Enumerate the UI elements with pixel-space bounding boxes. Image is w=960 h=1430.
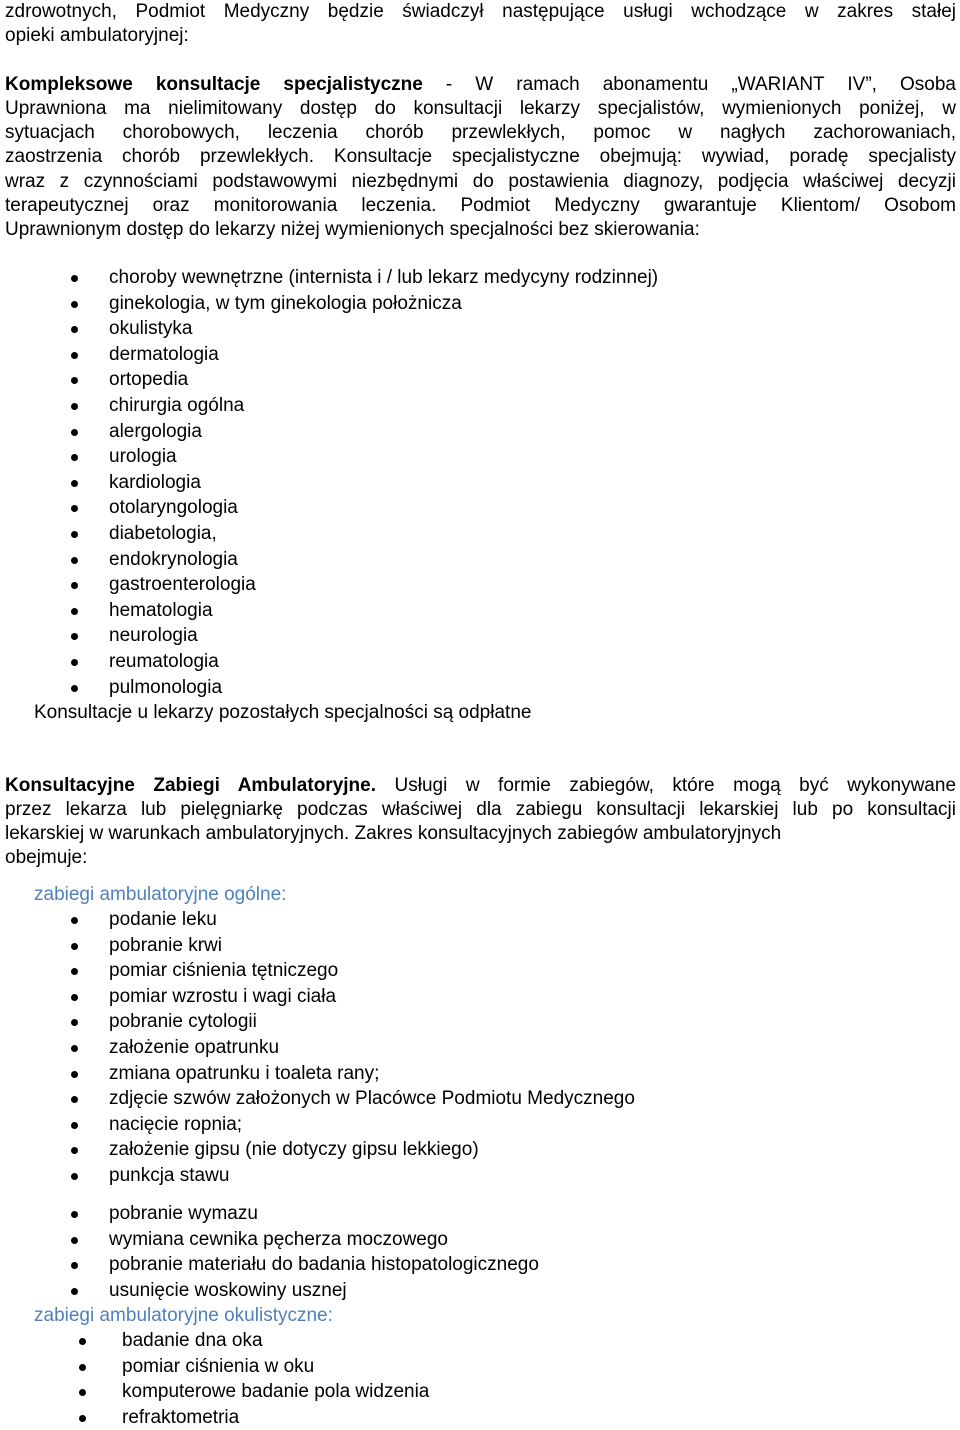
- bullet-icon: [71, 480, 78, 487]
- bullet-icon: [71, 943, 78, 950]
- list-item: [0, 1010, 960, 1034]
- list-item: [0, 1202, 960, 1226]
- list-item: [0, 1329, 960, 1353]
- list-item: [0, 676, 960, 700]
- list-item-label: założenie gipsu (nie dotyczy gipsu lekkiego): [109, 1139, 479, 1161]
- bullet-icon: [71, 352, 78, 359]
- list-item: [0, 548, 960, 572]
- list-item: [0, 1355, 960, 1379]
- bullet-icon: [79, 1338, 86, 1345]
- section2-title: Konsultacyjne Zabiegi Ambulatoryjne.: [5, 775, 376, 796]
- bullet-icon: [71, 968, 78, 975]
- section1-line: wraz z czynnościami podstawowymi niezbędnymi do postawienia diagnozy, podjęcia właściwej decyzji: [5, 171, 956, 192]
- section2-title-line: [5, 774, 956, 798]
- bullet-icon: [71, 377, 78, 384]
- list-item-label: pomiar ciśnienia w oku: [122, 1355, 315, 1377]
- bullet-icon: [79, 1364, 86, 1371]
- list-item-label: komputerowe badanie pola widzenia: [122, 1381, 430, 1403]
- list-item-label: pobranie krwi: [109, 934, 222, 956]
- list-item: [0, 1087, 960, 1111]
- list-item: [0, 343, 960, 367]
- list-item-label: neurologia: [109, 625, 198, 647]
- bullet-icon: [71, 917, 78, 924]
- list-item: [0, 1228, 960, 1252]
- list-item-label: ginekologia, w tym ginekologia położnicza: [109, 292, 462, 314]
- bullet-icon: [71, 429, 78, 436]
- bullet-icon: [71, 633, 78, 640]
- list-item: [0, 496, 960, 520]
- list-item: [0, 368, 960, 392]
- bullet-icon: [71, 1211, 78, 1218]
- bullet-icon: [71, 1288, 78, 1295]
- bullet-icon: [79, 1389, 86, 1396]
- intro-line-1: zdrowotnych, Podmiot Medyczny będzie świadczył następujące usługi wchodzące w zakres stałej: [5, 1, 956, 22]
- list-item-label: pomiar wzrostu i wagi ciała: [109, 985, 337, 1007]
- list-item: [0, 317, 960, 341]
- list-item-label: endokrynologia: [109, 548, 238, 570]
- list-item: [0, 471, 960, 495]
- list-item-label: zmiana opatrunku i toaleta rany;: [109, 1062, 380, 1084]
- list-item-label: okulistyka: [109, 318, 193, 340]
- section1-line: Uprawnionym dostęp do lekarzy niżej wymienionych specjalności bez skierowania:: [5, 219, 700, 240]
- bullet-icon: [71, 1173, 78, 1180]
- list-item: [0, 445, 960, 469]
- list-item-label: hematologia: [109, 599, 213, 621]
- bullet-icon: [71, 531, 78, 538]
- list-item: [0, 522, 960, 546]
- list-item-label: podanie leku: [109, 909, 217, 930]
- list-item: [0, 1279, 960, 1303]
- bullet-icon: [71, 1019, 78, 1026]
- bullet-icon: [71, 1045, 78, 1052]
- bullet-icon: [71, 326, 78, 333]
- list-item: [0, 908, 960, 932]
- bullet-icon: [79, 1415, 86, 1422]
- list-item: [0, 959, 960, 983]
- bullet-icon: [71, 275, 78, 282]
- bullet-icon: [71, 582, 78, 589]
- bullet-icon: [71, 1262, 78, 1269]
- list-item: [0, 624, 960, 648]
- list-item-label: założenie opatrunku: [109, 1037, 280, 1058]
- section1-title-suffix: - W ramach abonamentu „WARIANT IV”, Osoba: [422, 74, 956, 95]
- list-item-label: dermatologia: [109, 343, 219, 365]
- list-item-label: punkcja stawu: [109, 1165, 230, 1186]
- list-item-label: pomiar ciśnienia tętniczego: [109, 960, 339, 982]
- bullet-icon: [71, 403, 78, 410]
- list-item: [0, 1406, 960, 1430]
- list-item: [0, 1036, 960, 1060]
- list-item-label: reumatologia: [109, 651, 219, 672]
- list-item: [0, 573, 960, 597]
- general-procedures-heading: zabiegi ambulatoryjne ogólne:: [34, 884, 287, 905]
- list-item-label: pobranie wymazu: [109, 1203, 258, 1224]
- list-item: [0, 266, 960, 290]
- section1-line: sytuacjach chorobowych, leczenia chorób przewlekłych, pomoc w nagłych zachorowaniach,: [5, 122, 956, 143]
- list-item-label: pulmonologia: [109, 676, 223, 698]
- list-item: [0, 1253, 960, 1277]
- bullet-icon: [71, 1237, 78, 1244]
- section1-line: zaostrzenia chorób przewlekłych. Konsultacje specjalistyczne obejmują: wywiad, poradę specjalisty: [5, 146, 956, 167]
- list-item-label: choroby wewnętrzne (internista i / lub lekarz medycyny rodzinnej): [109, 267, 659, 288]
- list-item: [0, 1062, 960, 1086]
- list-item: [0, 1380, 960, 1404]
- section1-line: Uprawniona ma nielimitowany dostęp do konsultacji lekarzy specjalistów, wymienionych poniżej, w: [5, 98, 956, 119]
- list-item-label: kardiologia: [109, 471, 201, 493]
- section2-line: lekarskiej w warunkach ambulatoryjnych. Zakres konsultacyjnych zabiegów ambulatoryjnych: [5, 823, 782, 844]
- bullet-icon: [71, 608, 78, 615]
- list-item-label: usunięcie woskowiny usznej: [109, 1279, 347, 1301]
- section1-line: terapeutycznej oraz monitorowania leczenia. Podmiot Medyczny gwarantuje Klientom/ Osobom: [5, 195, 956, 216]
- bullet-icon: [71, 659, 78, 666]
- list-item-label: gastroenterologia: [109, 574, 256, 596]
- bullet-icon: [71, 1122, 78, 1129]
- list-item-label: alergologia: [109, 420, 202, 442]
- bullet-icon: [71, 505, 78, 512]
- list-item-label: pobranie cytologii: [109, 1011, 257, 1033]
- list-item-label: otolaryngologia: [109, 497, 238, 519]
- section2-title-suffix: Usługi w formie zabiegów, które mogą być wykonywane: [376, 775, 957, 796]
- list-item: [0, 394, 960, 418]
- bullet-icon: [71, 1147, 78, 1154]
- bullet-icon: [71, 1096, 78, 1103]
- list-item-label: chirurgia ogólna: [109, 395, 245, 416]
- list-item: [0, 1164, 960, 1188]
- list-item: [0, 292, 960, 316]
- list-item-label: pobranie materiału do badania histopatologicznego: [109, 1254, 539, 1275]
- list-item: [0, 599, 960, 623]
- bullet-icon: [71, 1071, 78, 1078]
- list-item: [0, 934, 960, 958]
- intro-line-2: opieki ambulatoryjnej:: [5, 25, 189, 46]
- list-item-label: urologia: [109, 446, 177, 468]
- bullet-icon: [71, 685, 78, 692]
- section1-title: Kompleksowe konsultacje specjalistyczne: [5, 74, 423, 95]
- list-item-label: ortopedia: [109, 369, 189, 391]
- list-item-label: zdjęcie szwów założonych w Placówce Podmiotu Medycznego: [109, 1088, 635, 1110]
- list-item-label: badanie dna oka: [122, 1330, 263, 1351]
- eye-procedures-heading: zabiegi ambulatoryjne okulistyczne:: [34, 1305, 333, 1326]
- paid-note: Konsultacje u lekarzy pozostałych specjalności są odpłatne: [34, 702, 532, 723]
- section2-line: przez lekarza lub pielęgniarkę podczas właściwej dla zabiegu konsultacji lekarskiej lub po konsultacji: [5, 799, 956, 820]
- list-item: [0, 1113, 960, 1137]
- bullet-icon: [71, 994, 78, 1001]
- list-item-label: nacięcie ropnia;: [109, 1113, 243, 1135]
- list-item: [0, 1138, 960, 1162]
- bullet-icon: [71, 454, 78, 461]
- list-item: [0, 985, 960, 1009]
- list-item-label: wymiana cewnika pęcherza moczowego: [109, 1228, 448, 1250]
- section1-title-line: [5, 73, 956, 97]
- bullet-icon: [71, 557, 78, 564]
- list-item-label: refraktometria: [122, 1406, 240, 1428]
- list-item: [0, 420, 960, 444]
- list-item-label: diabetologia,: [109, 523, 217, 544]
- section2-line: obejmuje:: [5, 847, 88, 868]
- list-item: [0, 650, 960, 674]
- bullet-icon: [71, 301, 78, 308]
